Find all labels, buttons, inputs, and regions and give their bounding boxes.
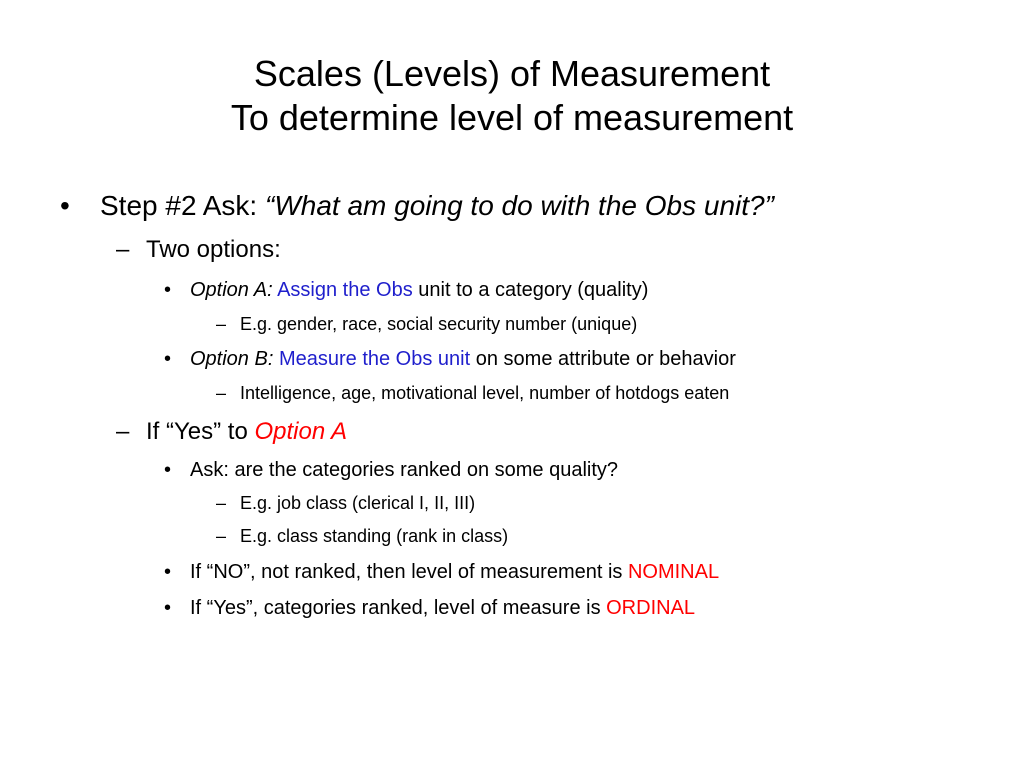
option-b-rest: on some attribute or behavior — [470, 348, 736, 370]
ordinal-value: ORDINAL — [606, 597, 696, 619]
option-a-item — [190, 278, 648, 302]
nominal-value: NOMINAL — [627, 561, 720, 583]
ordinal-prefix: If “Yes”, categories ranked, level of measure is — [190, 597, 607, 619]
option-b-highlight: Measure the Obs unit — [278, 348, 471, 370]
bullet-mark: • — [60, 190, 70, 221]
example-class-standing: E.g. class standing (rank in class) — [240, 526, 509, 546]
slide-title — [0, 52, 1024, 140]
option-b-item — [190, 347, 736, 371]
bullet-mark: • — [164, 279, 172, 301]
dash-mark: – — [216, 314, 227, 334]
if-yes-item — [146, 418, 347, 446]
option-a-highlight: Assign the Obs — [277, 279, 413, 301]
dash-mark: – — [216, 383, 227, 403]
example-job-class: E.g. job class (clerical I, II, III) — [240, 493, 476, 513]
nominal-item — [190, 560, 719, 584]
title-line-1: Scales (Levels) of Measurement — [253, 53, 771, 94]
dash-mark: – — [116, 236, 130, 263]
if-yes-option: Option A — [254, 418, 347, 445]
option-a-label: Option A: — [190, 279, 273, 301]
bullet-mark: • — [164, 459, 172, 481]
step2-question: “What am going to do with the Obs unit?” — [265, 190, 774, 221]
title-line-2: To determine level of measurement — [230, 97, 794, 138]
dash-mark: – — [116, 418, 130, 445]
bullet-mark: • — [164, 348, 172, 370]
bullet-mark: • — [164, 597, 172, 619]
dash-mark: – — [216, 526, 227, 546]
step2-prefix: Step #2 Ask: — [100, 190, 265, 221]
ask-ranked-item: Ask: are the categories ranked on some quality? — [190, 459, 619, 481]
bullet-mark: • — [164, 561, 172, 583]
step2-bullet — [100, 190, 774, 222]
if-yes-prefix: If “Yes” to — [146, 418, 255, 445]
option-a-rest: unit to a category (quality) — [412, 279, 649, 301]
option-a-example: E.g. gender, race, social security number (unique) — [240, 314, 638, 334]
nominal-prefix: If “NO”, not ranked, then level of measurement is — [190, 561, 628, 583]
option-b-example: Intelligence, age, motivational level, number of hotdogs eaten — [240, 383, 730, 403]
ordinal-item — [190, 596, 695, 620]
dash-mark: – — [216, 493, 227, 513]
two-options-item: Two options: — [146, 236, 281, 263]
option-b-label: Option B: — [190, 348, 274, 370]
